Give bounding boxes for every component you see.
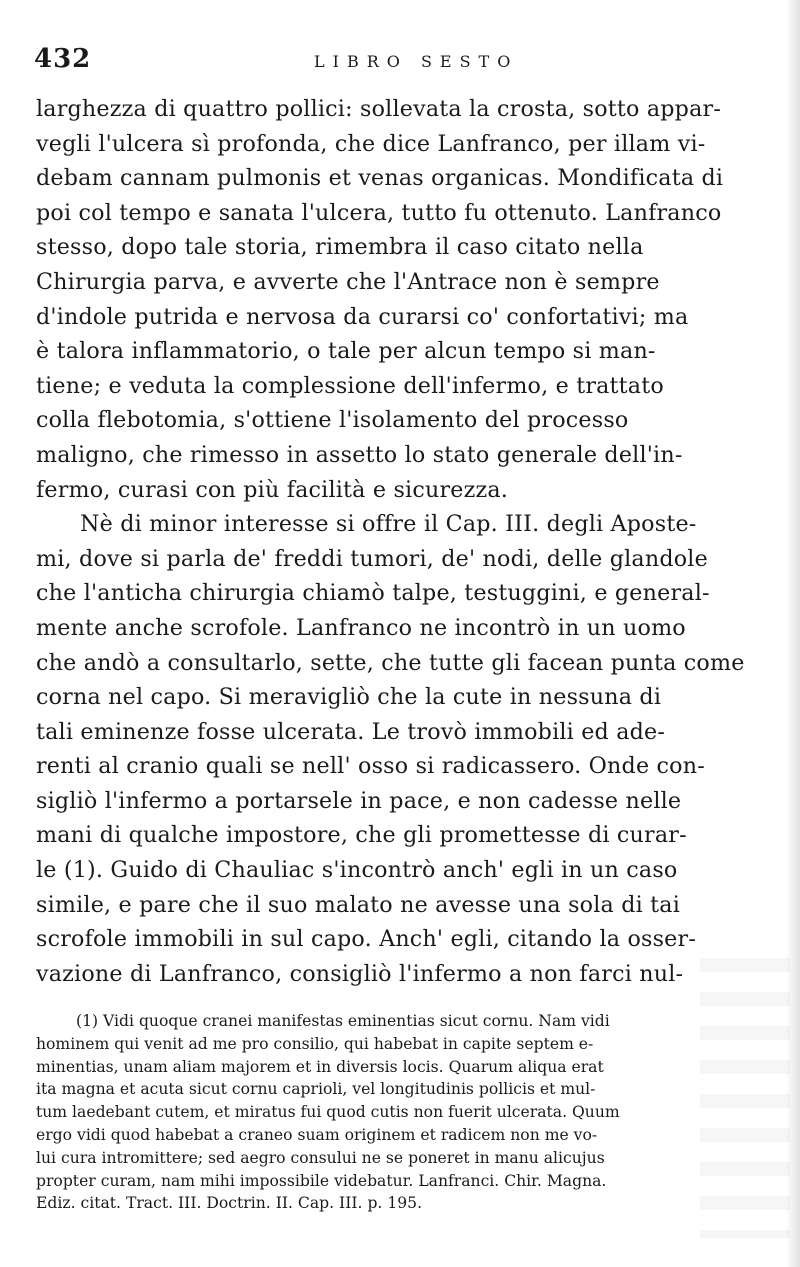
- footnote-line: propter curam, nam mihi impossibile videbatur. Lanfranci. Chir. Magna.: [36, 1171, 607, 1190]
- footnote-line: ergo vidi quod habebat a craneo suam originem et radicem non me vo-: [36, 1125, 598, 1144]
- text-line: poi col tempo e sanata l'ulcera, tutto fu ottenuto. Lanfranco: [36, 199, 722, 226]
- text-line: maligno, che rimesso in assetto lo stato generale dell'in-: [36, 441, 683, 468]
- text-line: scrofole immobili in sul capo. Anch' egli, citando la osser-: [36, 926, 697, 953]
- footnote-line: hominem qui venit ad me pro consilio, qui habebat in capite septem e-: [36, 1034, 594, 1053]
- text-line: debam cannam pulmonis et venas organicas. Mondificata di: [36, 165, 724, 192]
- page-header: [34, 44, 774, 78]
- text-line: fermo, curasi con più facilità e sicurezza.: [36, 476, 509, 503]
- footnote-line: minentias, unam aliam majorem et in diversis locis. Quarum aliqua erat: [36, 1057, 604, 1076]
- text-line: larghezza di quattro pollici: sollevata la crosta, sotto appar-: [36, 96, 722, 122]
- footnote-line: lui cura intromittere; sed aegro consului ne se poneret in manu alicujus: [36, 1148, 605, 1167]
- text-line: mi, dove si parla de' freddi tumori, de' nodi, delle glandole: [36, 545, 708, 572]
- text-line: renti al cranio quali se nell' osso si radicassero. Onde con-: [36, 753, 705, 780]
- text-line: che l'anticha chirurgia chiamò talpe, testuggini, e general-: [36, 580, 710, 607]
- text-line: sigliò l'infermo a portarsele in pace, e non cadesse nelle: [36, 787, 682, 814]
- text-line: che andò a consultarlo, sette, che tutte gli facean punta come: [36, 649, 745, 676]
- page-edge-shadow: [786, 0, 800, 1267]
- text-line: vazione di Lanfranco, consigliò l'infermo a non farci nul-: [36, 960, 684, 987]
- text-line: colla flebotomia, s'ottiene l'isolamento del processo: [36, 407, 629, 434]
- footnote-block: [36, 1010, 758, 1215]
- footnote-line: (1) Vidi quoque cranei manifestas eminentias sicut cornu. Nam vidi: [76, 1012, 610, 1030]
- text-line: mente anche scrofole. Lanfranco ne incontrò in un uomo: [36, 614, 686, 641]
- text-line: tiene; e veduta la complessione dell'infermo, e trattato: [36, 372, 664, 399]
- footnote-line: Ediz. citat. Tract. III. Doctrin. II. Cap. III. p. 195.: [36, 1194, 423, 1213]
- text-line: Chirurgia parva, e avverte che l'Antrace non è sempre: [36, 268, 660, 295]
- text-line: stesso, dopo tale storia, rimembra il caso citato nella: [36, 234, 644, 261]
- page-number: 432: [34, 44, 92, 74]
- text-line: d'indole putrida e nervosa da curarsi co' confortativi; ma: [36, 303, 689, 330]
- text-line: vegli l'ulcera sì profonda, che dice Lanfranco, per illam vi-: [36, 130, 706, 157]
- text-line: mani di qualche impostore, che gli promettesse di curar-: [36, 822, 687, 849]
- paragraph-start-line: Nè di minor interesse si offre il Cap. III. degli Aposte-: [80, 511, 697, 538]
- text-line: è talora inflammatorio, o tale per alcun tempo si man-: [36, 338, 656, 365]
- body-text: [36, 92, 758, 991]
- text-line: tali eminenze fosse ulcerata. Le trovò immobili ed ade-: [36, 718, 666, 745]
- paper-bleed-through: [700, 958, 790, 1238]
- running-head: LIBRO SESTO: [314, 52, 519, 71]
- text-line: le (1). Guido di Chauliac s'incontrò anch' egli in un caso: [36, 857, 678, 884]
- text-line: simile, e pare che il suo malato ne avesse una sola di tai: [36, 891, 680, 918]
- footnote-line: tum laedebant cutem, et miratus fui quod cutis non fuerit ulcerata. Quum: [36, 1103, 620, 1122]
- text-line: corna nel capo. Si meravigliò che la cute in nessuna di: [36, 684, 662, 711]
- footnote-line: ita magna et acuta sicut cornu caprioli, vel longitudinis pollicis et mul-: [36, 1080, 596, 1099]
